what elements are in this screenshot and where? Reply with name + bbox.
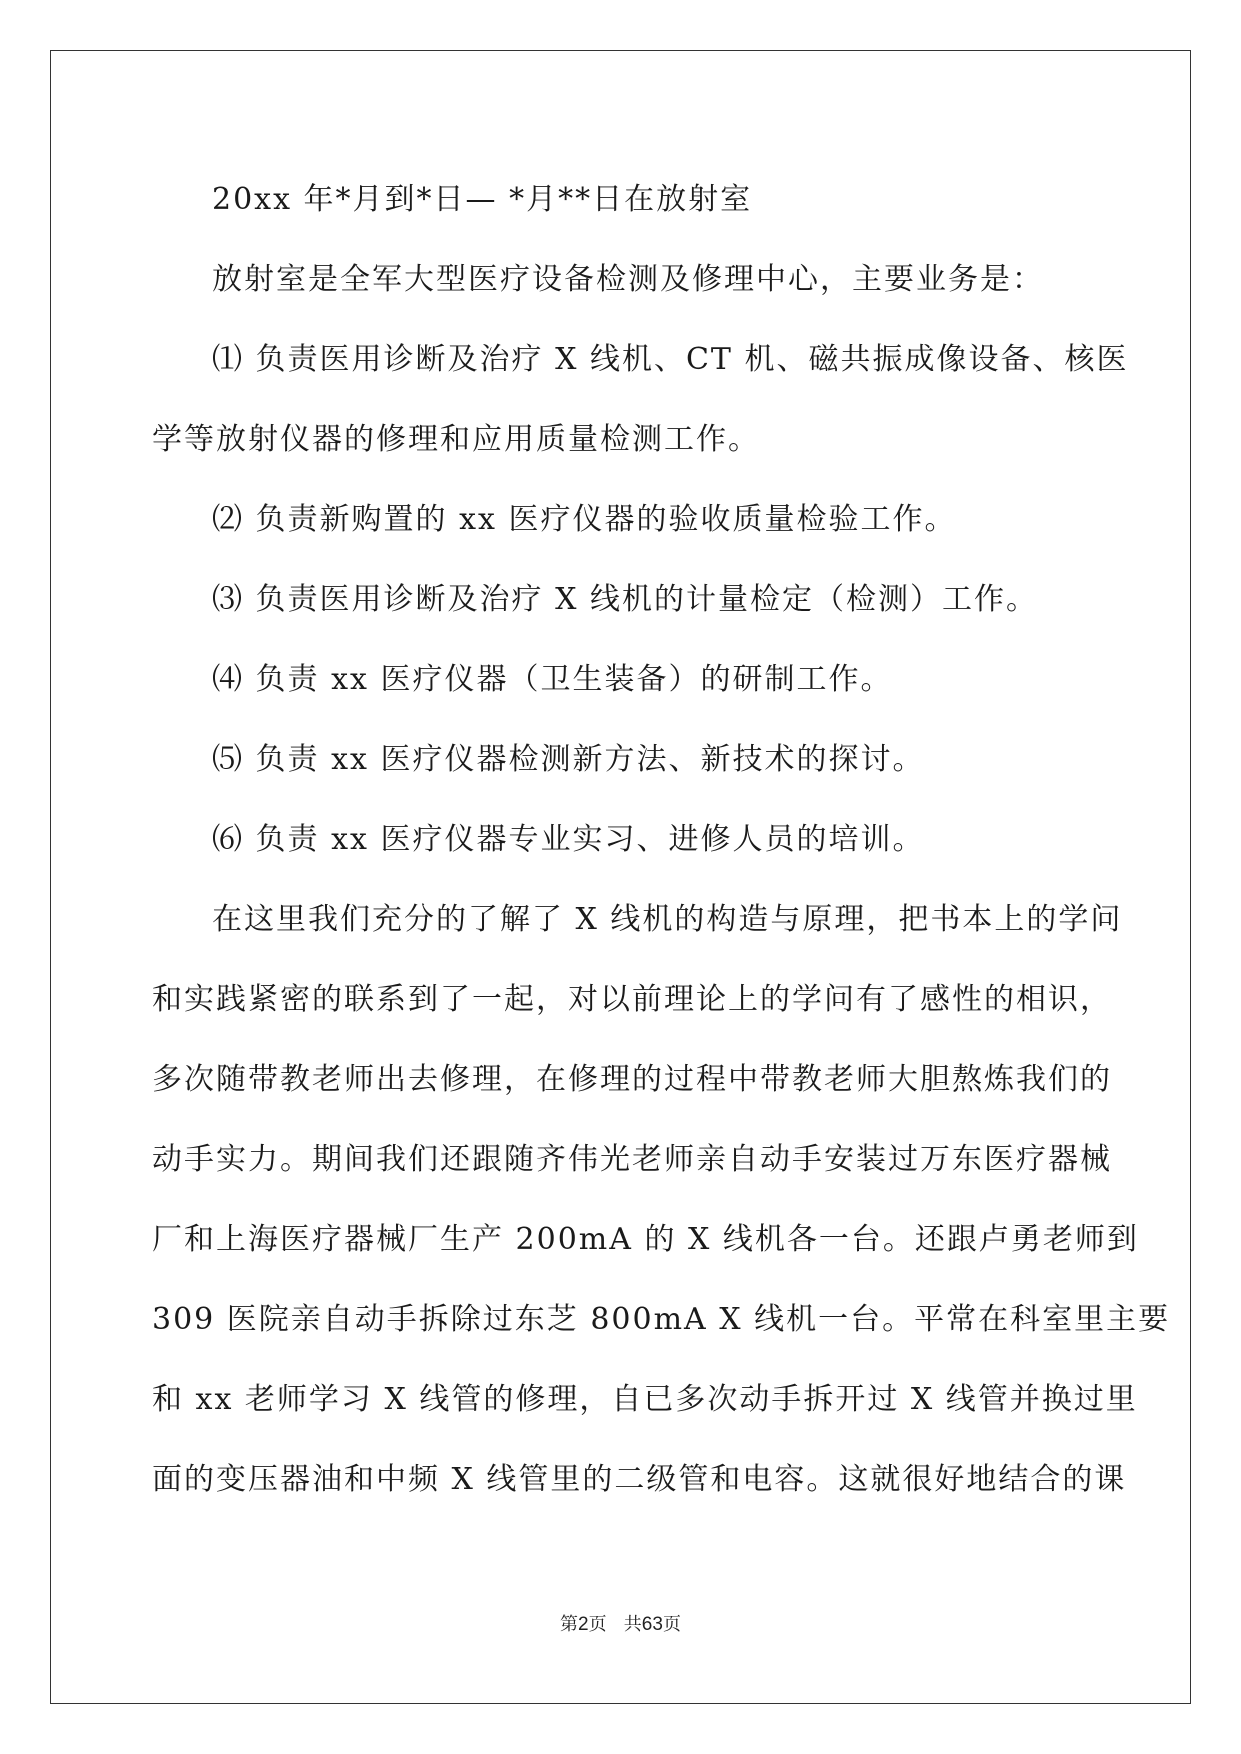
- text-line: 动手实力。期间我们还跟随齐伟光老师亲自动手安装过万东医疗器械: [152, 1142, 1112, 1177]
- text-line: 20xx 年*月到*日— *月**日在放射室: [212, 182, 753, 217]
- current-page-number: 2: [578, 1614, 589, 1635]
- text-line: ⑸ 负责 xx 医疗仪器检测新方法、新技术的探讨。: [212, 742, 925, 777]
- total-page-count: 63: [641, 1614, 663, 1635]
- text-line: ⑹ 负责 xx 医疗仪器专业实习、进修人员的培训。: [212, 822, 925, 857]
- text-line: 和 xx 老师学习 X 线管的修理，自已多次动手拆开过 X 线管并换过里: [152, 1382, 1138, 1417]
- text-line: ⑴ 负责医用诊断及治疗 X 线机、CT 机、磁共振成像设备、核医: [212, 342, 1129, 377]
- page-footer: [0, 1610, 1241, 1636]
- text-line: 309 医院亲自动手拆除过东芝 800mA X 线机一台。平常在科室里主要: [152, 1302, 1171, 1337]
- document-body: [152, 160, 1171, 1520]
- text-line: 放射室是全军大型医疗设备检测及修理中心，主要业务是：: [212, 262, 1044, 297]
- text-line: 多次随带教老师出去修理，在修理的过程中带教老师大胆熬炼我们的: [152, 1062, 1112, 1097]
- footer-prefix: 第: [560, 1614, 579, 1635]
- text-line: ⑵ 负责新购置的 xx 医疗仪器的验收质量检验工作。: [212, 502, 957, 537]
- footer-page-suffix: 页: [588, 1614, 607, 1635]
- text-line: 面的变压器油和中频 X 线管里的二级管和电容。这就很好地结合的课: [152, 1462, 1127, 1497]
- footer-total-prefix: 共: [623, 1614, 642, 1635]
- text-line: 学等放射仪器的修理和应用质量检测工作。: [152, 422, 760, 457]
- text-line: 和实践紧密的联系到了一起，对以前理论上的学问有了感性的相识，: [152, 982, 1112, 1017]
- text-line: 在这里我们充分的了解了 X 线机的构造与原理，把书本上的学问: [212, 902, 1123, 937]
- text-line: 厂和上海医疗器械厂生产 200mA 的 X 线机各一台。还跟卢勇老师到: [152, 1222, 1139, 1257]
- footer-total-suffix: 页: [662, 1614, 681, 1635]
- text-line: ⑶ 负责医用诊断及治疗 X 线机的计量检定（检测）工作。: [212, 582, 1038, 617]
- text-line: ⑷ 负责 xx 医疗仪器（卫生装备）的研制工作。: [212, 662, 893, 697]
